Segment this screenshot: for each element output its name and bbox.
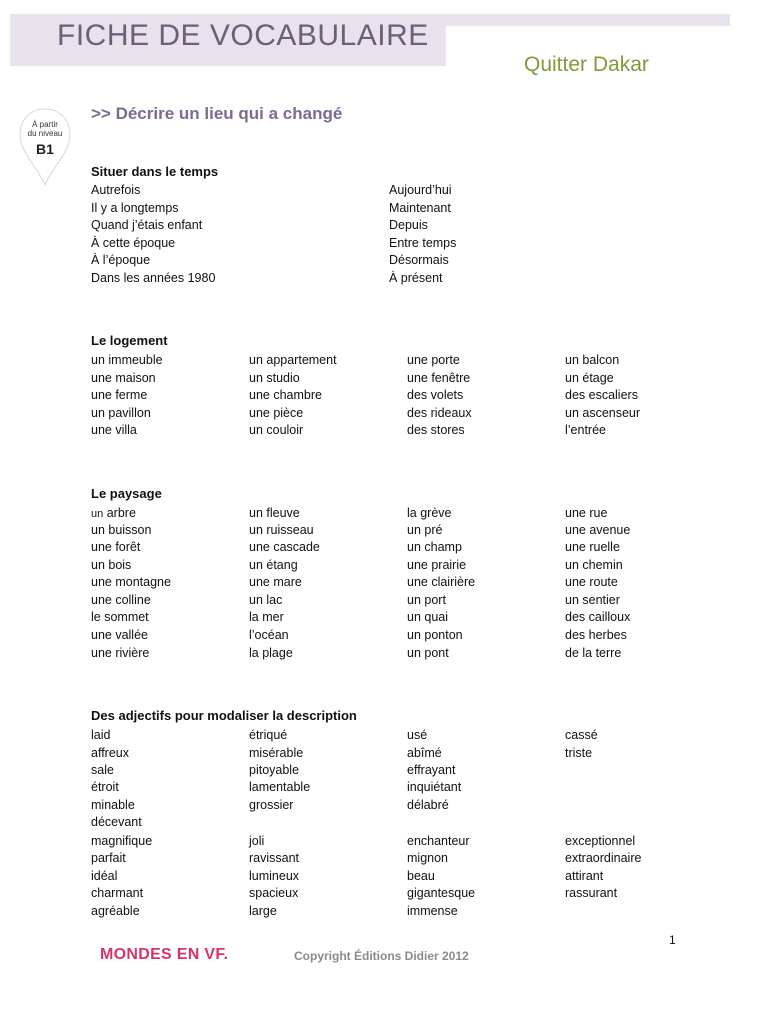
list-item: étriqué	[249, 728, 288, 742]
list-item: un pavillon	[91, 406, 151, 420]
list-item: décevant	[91, 815, 142, 829]
list-item: idéal	[91, 869, 118, 883]
list-item: Quand j’étais enfant	[91, 218, 203, 232]
page-number: 1	[669, 933, 676, 947]
list-item: extraordinaire	[565, 851, 642, 865]
list-item: une colline	[91, 593, 151, 607]
list-item: Depuis	[389, 218, 428, 232]
list-item: spacieux	[249, 886, 299, 900]
list-item: Entre temps	[389, 236, 457, 250]
list-item: une maison	[91, 371, 156, 385]
list-item: pitoyable	[249, 763, 300, 777]
list-item: enchanteur	[407, 834, 470, 848]
badge-text-line2: du niveau	[27, 129, 63, 138]
badge-text-line1: À partir	[32, 120, 58, 129]
list-item: À présent	[389, 271, 443, 285]
list-item: le sommet	[91, 610, 149, 624]
list-item: lumineux	[249, 869, 300, 883]
list-item: un pont	[407, 646, 449, 660]
list-item: la mer	[249, 610, 284, 624]
list-item: une porte	[407, 353, 460, 367]
list-item: exceptionnel	[565, 834, 636, 848]
list-item: une cascade	[249, 540, 320, 554]
list-item: la grève	[407, 506, 452, 520]
list-item: une rue	[565, 506, 608, 520]
list-item: étroit	[91, 780, 119, 794]
list-item: inquiétant	[407, 780, 462, 794]
list-item: rassurant	[565, 886, 618, 900]
list-item: une avenue	[565, 523, 631, 537]
list-item: délabré	[407, 798, 449, 812]
list-item: une villa	[91, 423, 137, 437]
list-item: un champ	[407, 540, 462, 554]
list-item	[91, 505, 136, 524]
list-item: minable	[91, 798, 135, 812]
list-item: un ponton	[407, 628, 463, 642]
list-item: une prairie	[407, 558, 467, 572]
list-item: des rideaux	[407, 406, 472, 420]
list-item: Dans les années 1980	[91, 271, 216, 285]
list-item: sale	[91, 763, 114, 777]
article-small: un	[91, 508, 104, 520]
section-title-landscape: Le paysage	[91, 486, 162, 501]
list-item: des cailloux	[565, 610, 631, 624]
list-item: une montagne	[91, 575, 171, 589]
list-item: ravissant	[249, 851, 300, 865]
list-item: Désormais	[389, 253, 449, 267]
list-item: une ferme	[91, 388, 148, 402]
list-item: un sentier	[565, 593, 620, 607]
publisher-logo: MONDES EN VF.	[100, 946, 229, 963]
list-item: un buisson	[91, 523, 152, 537]
badge-level: B1	[36, 141, 54, 157]
document-subtitle: Quitter Dakar	[524, 53, 649, 76]
list-item: un quai	[407, 610, 449, 624]
list-item: joli	[249, 834, 265, 848]
list-item: charmant	[91, 886, 144, 900]
list-item: un lac	[249, 593, 283, 607]
list-item: un bois	[91, 558, 132, 572]
list-item: un appartement	[249, 353, 337, 367]
list-item: de la terre	[565, 646, 622, 660]
list-item: un étage	[565, 371, 614, 385]
list-item: triste	[565, 746, 593, 760]
copyright-text: Copyright Éditions Didier 2012	[294, 949, 469, 963]
list-item: l’entrée	[565, 423, 606, 437]
list-item: une rivière	[91, 646, 150, 660]
list-item: une pièce	[249, 406, 304, 420]
list-item: un pré	[407, 523, 443, 537]
list-item: Aujourd’hui	[389, 183, 452, 197]
list-item: mignon	[407, 851, 448, 865]
list-item: des stores	[407, 423, 465, 437]
list-item: un ascenseur	[565, 406, 641, 420]
list-item: effrayant	[407, 763, 456, 777]
list-item: des herbes	[565, 628, 627, 642]
list-item: large	[249, 904, 277, 918]
list-item: magnifique	[91, 834, 153, 848]
list-item: parfait	[91, 851, 126, 865]
list-item: Il y a longtemps	[91, 201, 179, 215]
list-item: affreux	[91, 746, 129, 760]
list-item: des volets	[407, 388, 464, 402]
list-item: des escaliers	[565, 388, 638, 402]
list-item: un balcon	[565, 353, 620, 367]
section-title-adjectives: Des adjectifs pour modaliser la description	[91, 708, 357, 723]
list-item: une mare	[249, 575, 302, 589]
list-item: abîmé	[407, 746, 442, 760]
level-badge	[18, 108, 72, 186]
list-item: un studio	[249, 371, 300, 385]
list-item: une fenêtre	[407, 371, 471, 385]
list-item: un ruisseau	[249, 523, 314, 537]
section-heading: >> Décrire un lieu qui a changé	[91, 104, 343, 123]
section-title-time: Situer dans le temps	[91, 164, 219, 179]
list-item: une ruelle	[565, 540, 620, 554]
list-item: un chemin	[565, 558, 623, 572]
title-band-extension	[446, 14, 730, 26]
list-item: usé	[407, 728, 428, 742]
list-item: un fleuve	[249, 506, 300, 520]
list-item: un port	[407, 593, 446, 607]
list-item: attirant	[565, 869, 604, 883]
list-item: lamentable	[249, 780, 311, 794]
list-item: cassé	[565, 728, 598, 742]
list-item: une clairière	[407, 575, 476, 589]
list-item: gigantesque	[407, 886, 476, 900]
page-title: FICHE DE VOCABULAIRE	[57, 19, 429, 52]
list-item: une chambre	[249, 388, 322, 402]
list-item: beau	[407, 869, 435, 883]
list-item: À l’époque	[91, 253, 151, 267]
list-item: immense	[407, 904, 458, 918]
list-item: À cette époque	[91, 236, 176, 250]
list-item: un immeuble	[91, 353, 163, 367]
list-item: un étang	[249, 558, 298, 572]
list-item: Autrefois	[91, 183, 141, 197]
list-item: l’océan	[249, 628, 289, 642]
list-item: une vallée	[91, 628, 148, 642]
list-item: laid	[91, 728, 111, 742]
list-item: agréable	[91, 904, 140, 918]
list-item: Maintenant	[389, 201, 451, 215]
list-item: grossier	[249, 798, 294, 812]
list-item: une forêt	[91, 540, 141, 554]
list-item: une route	[565, 575, 618, 589]
list-item: misérable	[249, 746, 304, 760]
noun: arbre	[103, 506, 136, 520]
section-title-housing: Le logement	[91, 333, 168, 348]
list-item: la plage	[249, 646, 293, 660]
list-item: un couloir	[249, 423, 304, 437]
